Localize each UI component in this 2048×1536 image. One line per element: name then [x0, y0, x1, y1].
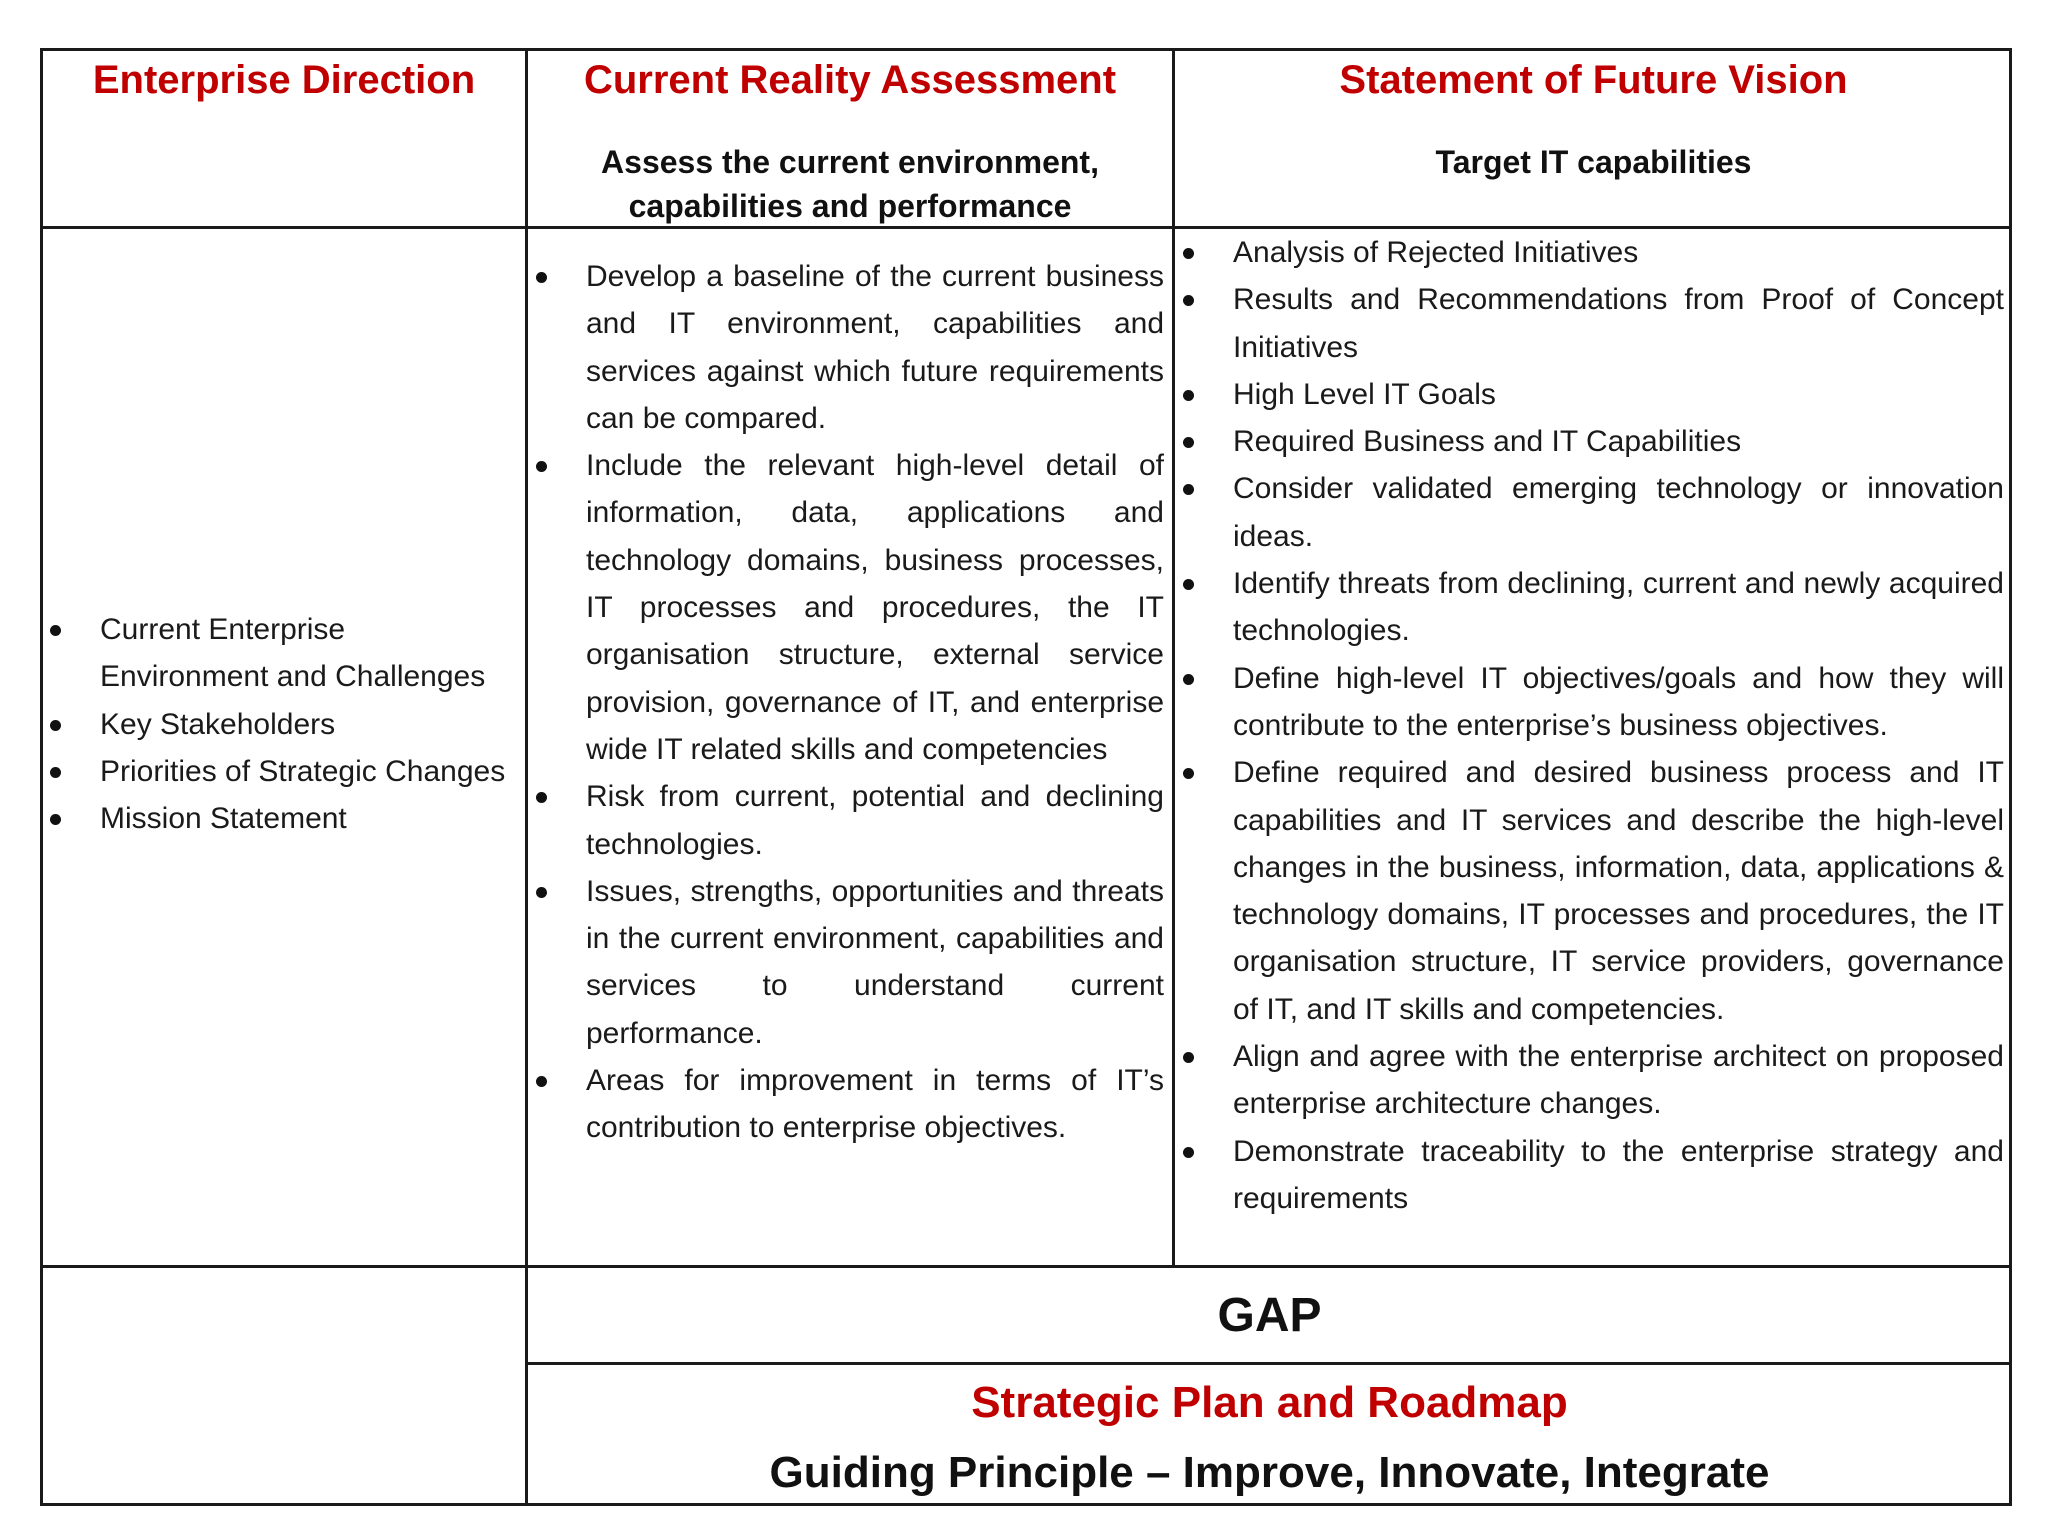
- future-vision-subtitle: Target IT capabilities: [1435, 144, 1752, 180]
- future-vision-title: Statement of Future Vision: [1339, 58, 1848, 102]
- list-item: Required Business and IT Capabilities: [1175, 418, 2004, 465]
- list-item: High Level IT Goals: [1175, 371, 2004, 418]
- body-divider: [40, 1265, 2012, 1268]
- enterprise-direction-list: [42, 606, 512, 842]
- list-item: Define high-level IT objectives/goals and how they will contribute to the enterprise’s business objectives.: [1175, 655, 2004, 750]
- current-reality-list: [528, 253, 1164, 1152]
- list-item: Define required and desired business process and IT capabilities and IT services and describe the high-level changes in the business, information, data, applications & technology domains, IT processes and procedures, the IT organisation structure, IT service providers, governance of IT, and IT skills and competencies.: [1175, 749, 2004, 1033]
- list-item: Key Stakeholders: [42, 701, 512, 748]
- list-item: Areas for improvement in terms of IT’s contribution to enterprise objectives.: [528, 1057, 1164, 1152]
- gap-divider: [525, 1362, 2012, 1365]
- future-vision-list: [1175, 229, 2004, 1222]
- list-item: Include the relevant high-level detail of information, data, applications and technology domains, business processes, IT processes and procedures, the IT organisation structure, external service provision, governance of IT, and enterprise wide IT related skills and competencies: [528, 442, 1164, 773]
- list-item: Issues, strengths, opportunities and threats in the current environment, capabilities and services to understand current performance.: [528, 868, 1164, 1057]
- current-reality-title: Current Reality Assessment: [583, 58, 1117, 102]
- list-item: Identify threats from declining, current and newly acquired technologies.: [1175, 560, 2004, 655]
- list-item: Current Enterprise Environment and Challenges: [42, 606, 512, 701]
- list-item: Analysis of Rejected Initiatives: [1175, 229, 2004, 276]
- list-item: Risk from current, potential and declining technologies.: [528, 773, 1164, 868]
- guiding-principle: Guiding Principle – Improve, Innovate, Integrate: [769, 1448, 1770, 1497]
- list-item: Consider validated emerging technology or innovation ideas.: [1175, 465, 2004, 560]
- list-item: Priorities of Strategic Changes: [42, 748, 512, 795]
- list-item: Demonstrate traceability to the enterprise strategy and requirements: [1175, 1128, 2004, 1223]
- gap-label: GAP: [1217, 1289, 1322, 1342]
- list-item: Align and agree with the enterprise architect on proposed enterprise architecture changes.: [1175, 1033, 2004, 1128]
- enterprise-direction-title: Enterprise Direction: [92, 58, 476, 102]
- strategic-plan-title: Strategic Plan and Roadmap: [971, 1378, 1568, 1427]
- list-item: Mission Statement: [42, 795, 512, 842]
- list-item: Results and Recommendations from Proof of Concept Initiatives: [1175, 276, 2004, 371]
- list-item: Develop a baseline of the current business and IT environment, capabilities and services against which future requirements can be compared.: [528, 253, 1164, 442]
- current-reality-subtitle: Assess the current environment, capabilities and performance: [601, 144, 1099, 224]
